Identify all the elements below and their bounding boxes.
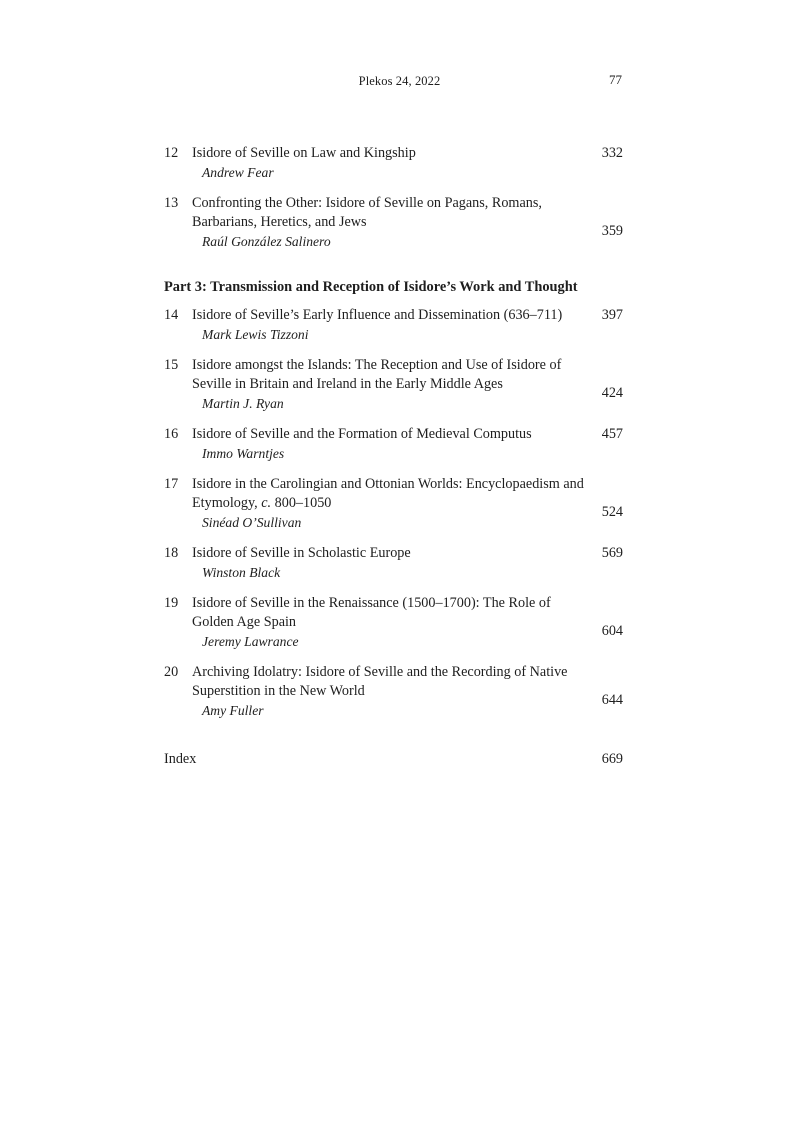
- chapter-title: Archiving Idolatry: Isidore of Seville and the Recording of Native Superstition in the New World: [192, 664, 568, 699]
- running-header-title: Plekos 24, 2022: [358, 74, 441, 88]
- chapter-number: 12: [164, 145, 179, 161]
- chapter-page: 332: [601, 145, 623, 161]
- chapter-title: Isidore of Seville in Scholastic Europe: [192, 545, 411, 561]
- chapter-page: 569: [601, 545, 623, 561]
- chapter-title: Isidore of Seville in the Renaissance (1500–1700): The Role of Golden Age Spain: [192, 595, 551, 630]
- circa-abbrev: c.: [261, 495, 272, 511]
- chapter-page: 359: [601, 223, 623, 239]
- page-number: 77: [609, 72, 622, 87]
- part-3-heading: Part 3: Transmission and Reception of Isidore’s Work and Thought: [164, 279, 578, 295]
- index-page: 669: [601, 751, 623, 767]
- chapter-number: 19: [164, 595, 179, 611]
- chapter-page: 644: [601, 692, 623, 708]
- chapter-title: Isidore of Seville’s Early Influence and Dissemination (636–711): [192, 307, 563, 323]
- chapter-author: Sinéad O’Sullivan: [202, 515, 302, 530]
- chapter-number: 18: [164, 545, 179, 561]
- toc-entry-20[interactable]: [164, 663, 623, 720]
- chapter-number: 20: [164, 664, 179, 680]
- toc-entry-15[interactable]: [164, 356, 623, 413]
- chapter-number: 13: [164, 195, 179, 211]
- chapter-title: Isidore of Seville and the Formation of Medieval Computus: [192, 426, 532, 442]
- table-of-contents: [164, 144, 623, 769]
- chapter-author: Amy Fuller: [202, 703, 264, 718]
- chapter-author: Immo Warntjes: [202, 446, 285, 461]
- chapter-author: Jeremy Lawrance: [202, 634, 299, 649]
- chapter-number: 16: [164, 426, 179, 442]
- chapter-page: 604: [601, 623, 623, 639]
- chapter-title: Confronting the Other: Isidore of Seville on Pagans, Romans, Barbarians, Heretics, and Jews: [192, 195, 542, 230]
- index-label: Index: [164, 751, 197, 767]
- chapter-number: 14: [164, 307, 179, 323]
- chapter-author: Winston Black: [202, 565, 281, 580]
- chapter-title: Isidore amongst the Islands: The Reception and Use of Isidore of Seville in Britain and Ireland in the Early Middle Ages: [192, 357, 562, 392]
- chapter-author: Andrew Fear: [202, 165, 274, 180]
- chapter-title: Isidore in the Carolingian and Ottonian Worlds: Encyclopaedism and Etymology, c. 800–1050: [192, 476, 584, 511]
- chapter-number: 17: [164, 476, 179, 492]
- toc-entry-17[interactable]: [164, 475, 623, 532]
- chapter-page: 397: [601, 307, 623, 323]
- toc-entry-19[interactable]: [164, 594, 623, 651]
- chapter-page: 524: [601, 504, 623, 520]
- toc-entry-index[interactable]: [164, 750, 623, 769]
- toc-entry-14[interactable]: [164, 306, 623, 344]
- chapter-title: Isidore of Seville on Law and Kingship: [192, 145, 416, 161]
- chapter-page: 424: [601, 385, 623, 401]
- chapter-page: 457: [601, 426, 623, 442]
- chapter-number: 15: [164, 357, 179, 373]
- toc-entry-13[interactable]: [164, 194, 623, 251]
- toc-entry-16[interactable]: [164, 425, 623, 463]
- toc-entry-18[interactable]: [164, 544, 623, 582]
- toc-entry-12[interactable]: [164, 144, 623, 182]
- chapter-author: Martin J. Ryan: [202, 396, 284, 411]
- chapter-author: Raúl González Salinero: [202, 234, 331, 249]
- chapter-author: Mark Lewis Tizzoni: [202, 327, 309, 342]
